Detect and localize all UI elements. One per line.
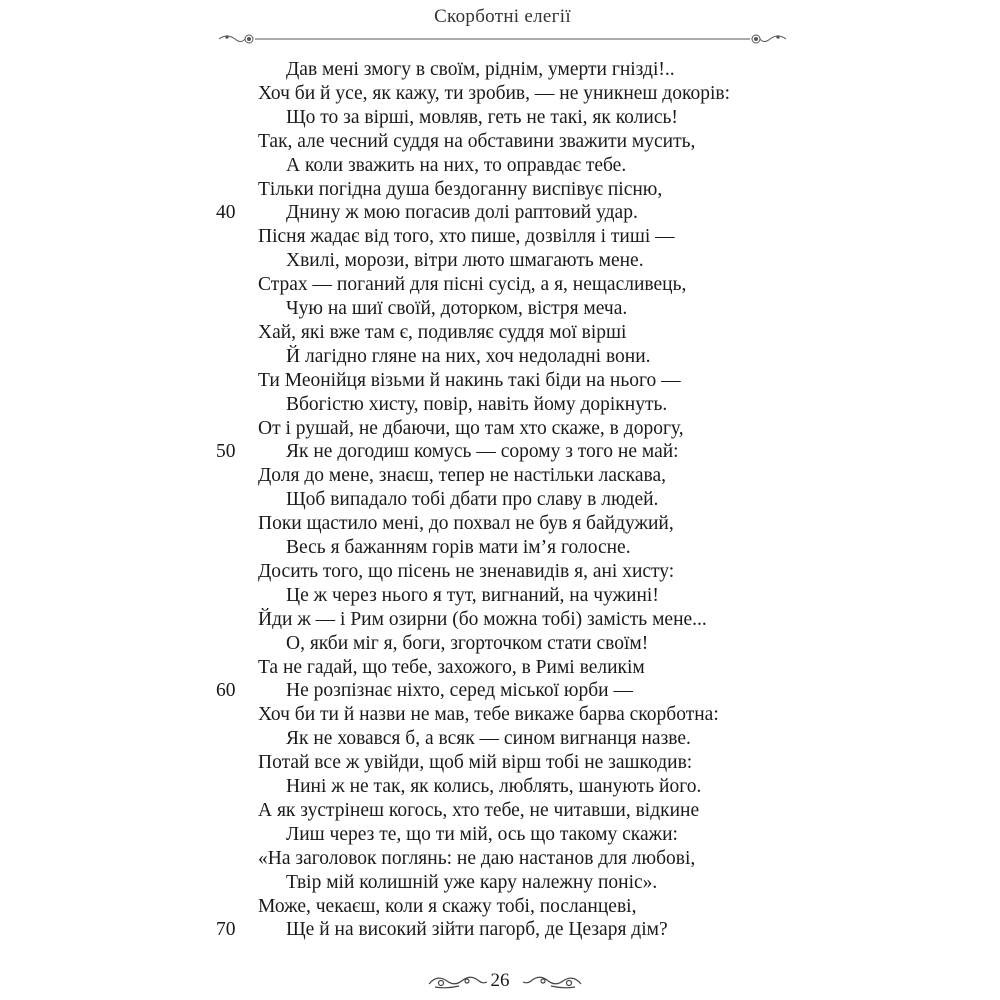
poem-line — [0, 201, 1000, 225]
poem-line-text: Хвилі, морози, вітри люто шмагають мене. — [286, 250, 644, 272]
poem-line-text: От і рушай, не дбаючи, що там хто скаже, в дорогу, — [258, 417, 684, 439]
poem-line — [0, 656, 1000, 680]
poem-line-text: Поки щастило мені, до похвал не був я байдужий, — [258, 513, 674, 535]
poem-line-text: Весь я бажанням горів мати ім’я голосне. — [286, 537, 631, 558]
poem-line-text: Що то за вірші, мовляв, геть не такі, як колись! — [286, 106, 678, 128]
poem-line-text: Чую на шиї своїй, доторком, вістря меча. — [286, 298, 628, 319]
poem-line-text: Як не догодиш комусь — сорому з того не май: — [286, 441, 679, 463]
poem-line-text: Тільки погідна душа бездоганну виспівує пісню, — [258, 178, 663, 200]
poem-line — [0, 178, 1000, 202]
poem-line — [0, 751, 1000, 775]
poem-line-text: Так, але чесний суддя на обставини зважити мусить, — [258, 130, 696, 152]
poem-line — [0, 225, 1000, 249]
poem-line-text: Потай все ж увійди, щоб мій вірш тобі не зашкодив: — [258, 752, 693, 774]
poem-line-text: Лиш через те, що ти мій, ось що такому скажи: — [286, 823, 678, 845]
poem-line — [0, 130, 1000, 154]
poem-line-text: Вбогістю хисту, повір, навіть йому дорікнуть. — [286, 393, 668, 415]
poem-line — [0, 345, 1000, 369]
poem-line — [0, 560, 1000, 584]
line-number: 40 — [216, 202, 236, 224]
poem-line-text: Пісня жадає від того, хто пише, дозвілля і тиші — — [258, 226, 675, 248]
poem-line-text: Й лагідно гляне на них, хоч недоладні вони. — [286, 345, 651, 367]
poem-line — [0, 321, 1000, 345]
running-header — [215, 0, 790, 40]
poem-line — [0, 82, 1000, 106]
poem-line-text: А як зустрінеш когось, хто тебе, не читавши, відкине — [258, 799, 700, 821]
poem-line — [0, 369, 1000, 393]
line-number: 70 — [216, 919, 236, 941]
poem-line — [0, 895, 1000, 919]
poem-line — [0, 632, 1000, 656]
poem-line-text: Нині ж не так, як колись, люблять, шанують його. — [286, 776, 702, 797]
poem-line-text: О, якби міг я, боги, згорточком стати своїм! — [286, 632, 649, 654]
poem-line — [0, 775, 1000, 799]
poem-line-text: Щоб випадало тобі дбати про славу в людей. — [286, 489, 659, 511]
poem-line-text: Не розпізнає ніхто, серед міської юрби — — [286, 680, 633, 702]
poem-line — [0, 536, 1000, 560]
poem-line — [0, 464, 1000, 488]
poem-line-text: Йди ж — і Рим озирни (бо можна тобі) замість мене... — [258, 608, 707, 630]
poem-line-text: Ще й на високий зійти пагорб, де Цезаря дім? — [286, 919, 668, 941]
poem-line — [0, 393, 1000, 417]
poem-line-text: Хай, які вже там є, подивляє суддя мої вірші — [258, 321, 627, 343]
poem-line — [0, 823, 1000, 847]
poem-line — [0, 417, 1000, 441]
poem-line-text: Твір мій колишній уже кару належну поніс». — [286, 871, 658, 893]
line-number: 50 — [216, 441, 236, 463]
poem-line — [0, 799, 1000, 823]
poem-line-text: Це ж через нього я тут, вигнаний, на чужині! — [286, 584, 659, 606]
poem-line — [0, 703, 1000, 727]
poem-line-text: Та не гадай, що тебе, захожого, в Римі великім — [258, 656, 645, 678]
poem-line — [0, 512, 1000, 536]
poem-line — [0, 608, 1000, 632]
poem-line-text: Страх — поганий для пісні сусід, а я, нещасливець, — [258, 274, 687, 296]
running-header-title: Скорботні елегії — [434, 6, 571, 27]
poem-line — [0, 871, 1000, 895]
page-number: 26 — [490, 970, 510, 991]
page-footer — [405, 968, 595, 994]
poem-line-text: Як не ховався б, а всяк — сином вигнанця назве. — [286, 728, 691, 750]
poem-line — [0, 918, 1000, 942]
poem-line-text: Хоч би ти й назви не мав, тебе викаже барва скорботна: — [258, 704, 719, 726]
poem-line-text: Днину ж мою погасив долі раптовий удар. — [286, 202, 638, 224]
poem-line-text: Доля до мене, знаєш, тепер не настільки ласкава, — [258, 465, 666, 487]
poem-line — [0, 679, 1000, 703]
poem-line — [0, 106, 1000, 130]
poem-line-text: Хоч би й усе, як кажу, ти зробив, — не уникнеш докорів: — [258, 82, 731, 104]
poem-line-text: Може, чекаєш, коли я скажу тобі, посланцеві, — [258, 895, 637, 917]
poem-line-text: Досить того, що пісень не зненавидів я, ані хисту: — [258, 560, 675, 582]
poem-line — [0, 249, 1000, 273]
poem-line — [0, 584, 1000, 608]
poem-line-text: Дав мені змогу в своїм, ріднім, умерти гнізді!.. — [286, 59, 675, 80]
line-number: 60 — [216, 680, 236, 702]
poem-line — [0, 154, 1000, 178]
header-ornamental-rule — [215, 32, 790, 46]
poem-line — [0, 488, 1000, 512]
poem-line — [0, 727, 1000, 751]
poem-line-text: «На заголовок поглянь: не даю настанов для любові, — [258, 847, 696, 869]
poem-line — [0, 273, 1000, 297]
poem-line — [0, 847, 1000, 871]
poem-line-text: А коли зважить на них, то оправдає тебе. — [286, 154, 627, 176]
poem-line — [0, 297, 1000, 321]
poem-line-text: Ти Меонійця візьми й накинь такі біди на нього — — [258, 369, 681, 391]
poem-line — [0, 440, 1000, 464]
right-footer-ornament-icon — [521, 972, 583, 990]
poem-line — [0, 58, 1000, 82]
